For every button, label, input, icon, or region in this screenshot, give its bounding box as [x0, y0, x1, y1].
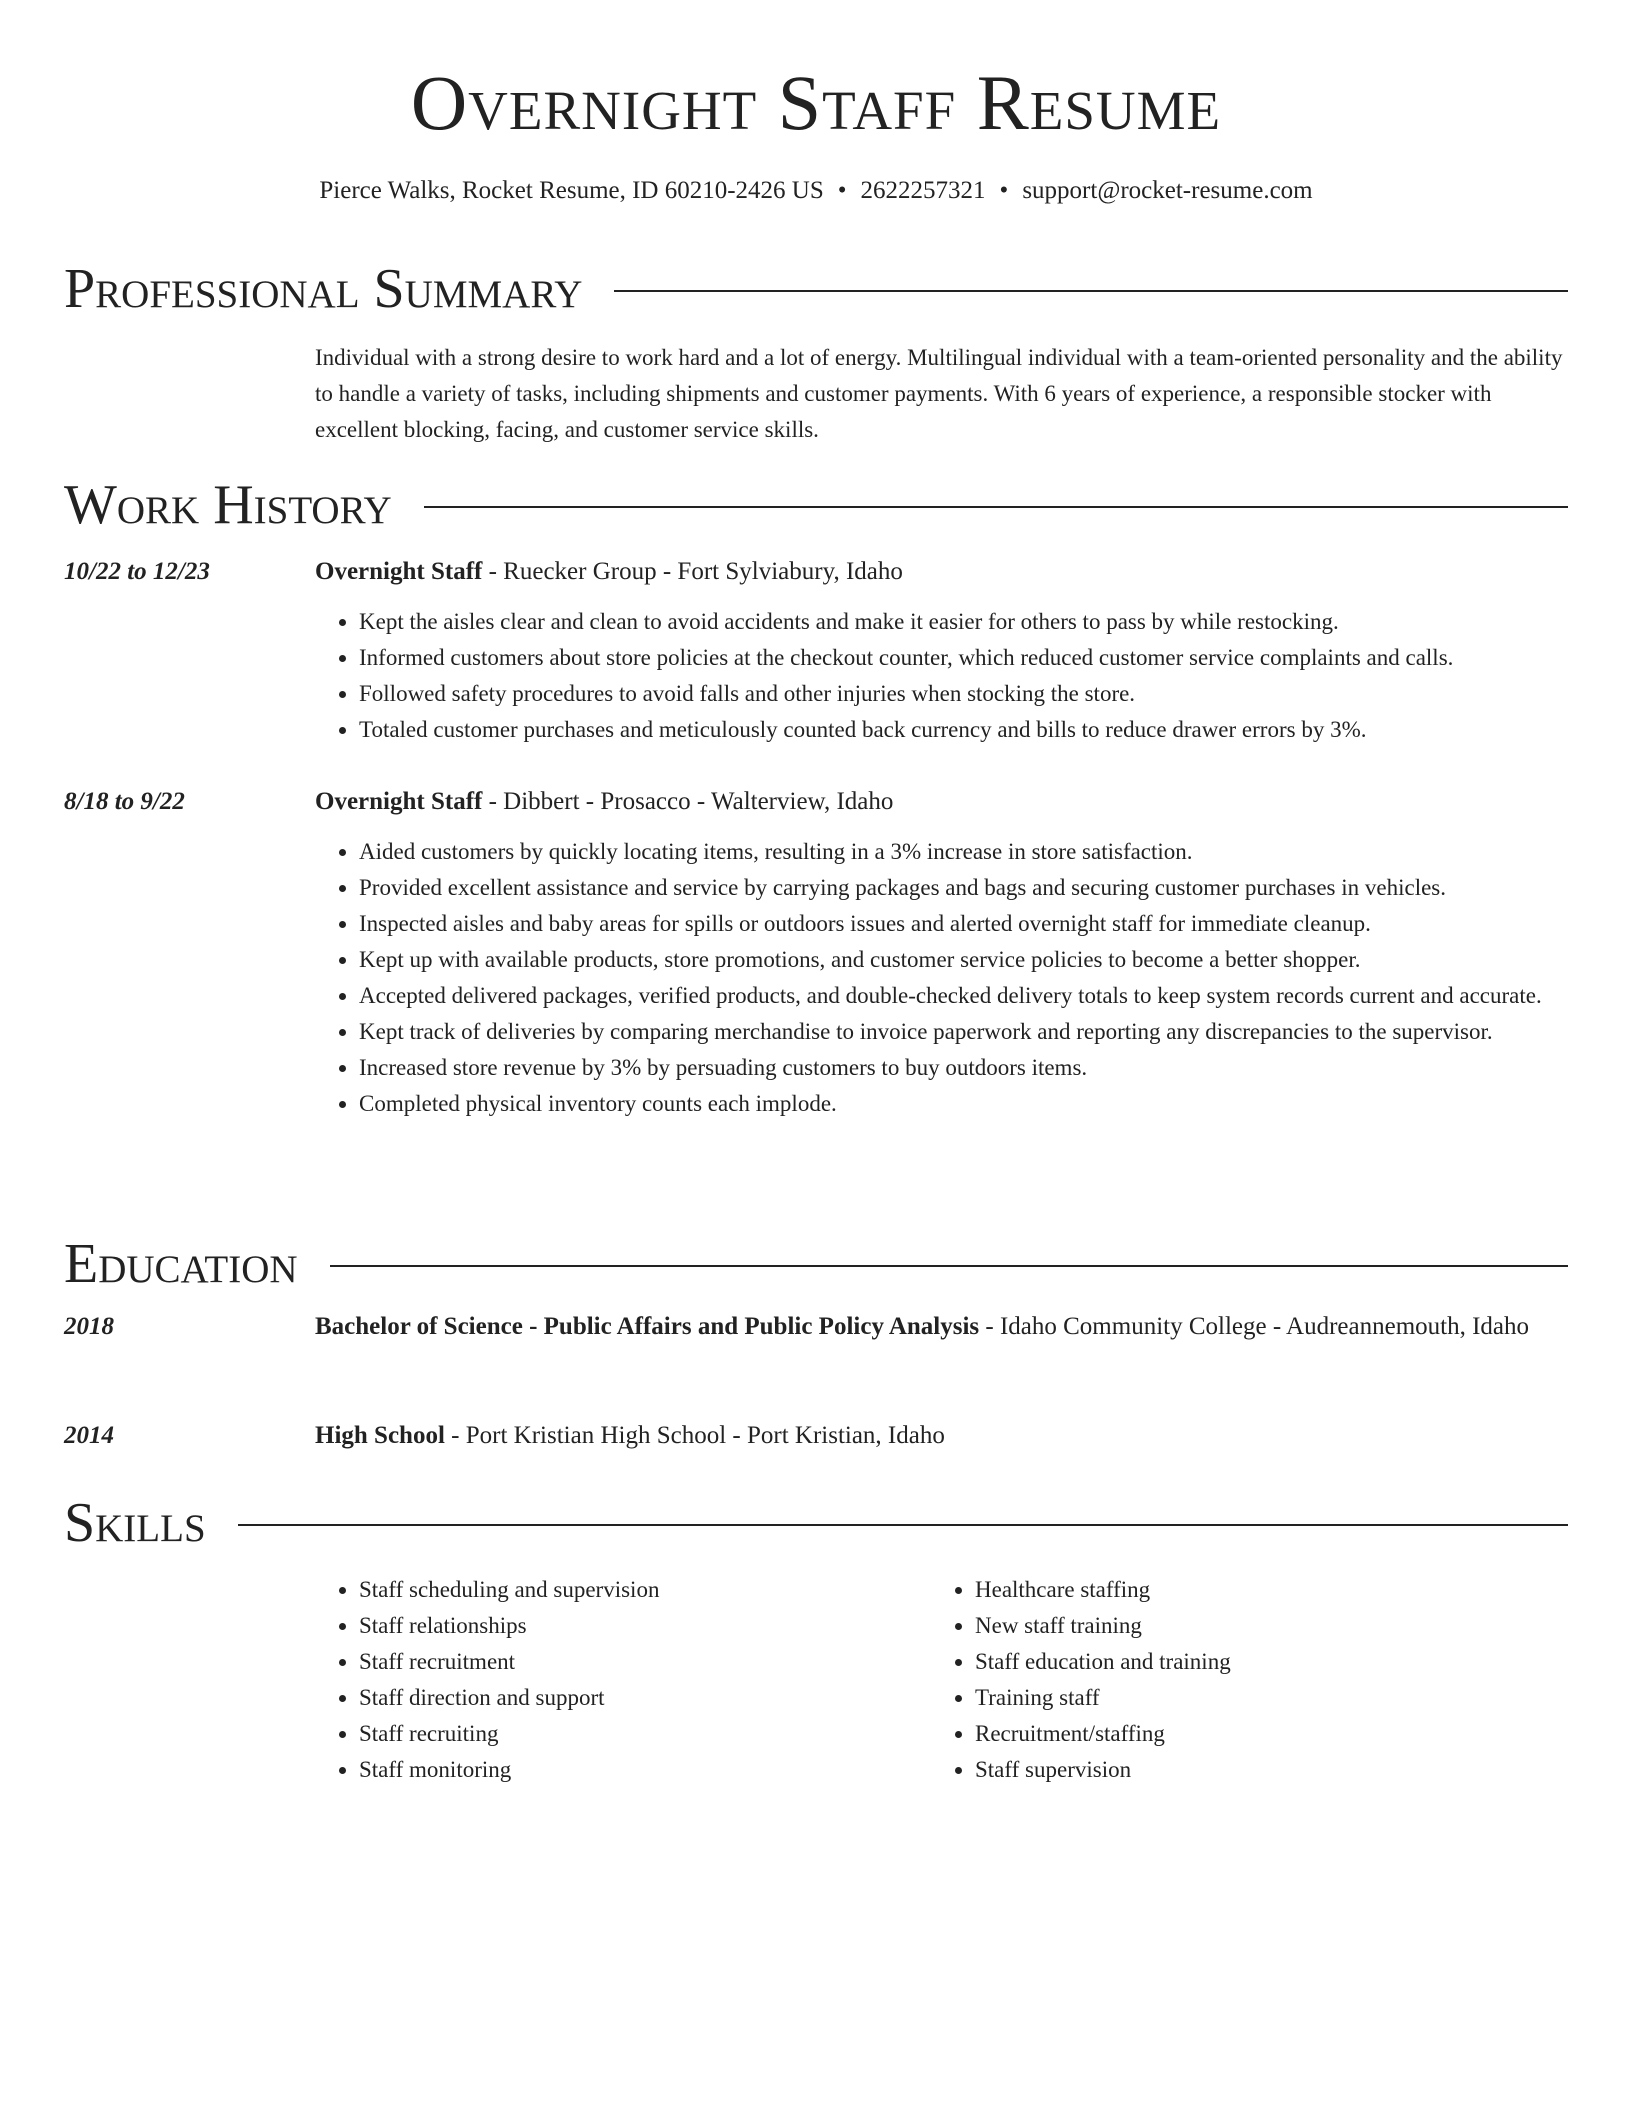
education-details: - Idaho Community College - Audreannemouth, Idaho: [979, 1313, 1530, 1340]
education-year: 2014: [64, 1422, 114, 1449]
skill-item: • Staff education and training: [975, 1644, 1547, 1680]
list-item: • Increased store revenue by 3% by persuading customers to buy outdoors items.: [359, 1050, 1568, 1086]
resume-title: Overnight Staff Resume: [410, 59, 1222, 146]
job-bullets: [315, 604, 1568, 748]
education-year: 2018: [64, 1313, 114, 1340]
section-divider: [424, 506, 1568, 508]
job-dates: 8/18 to 9/22: [64, 788, 185, 815]
education-section-header: [64, 1233, 1568, 1295]
education-degree: High School: [315, 1422, 445, 1449]
skill-item: • New staff training: [975, 1608, 1547, 1644]
summary-heading: Professional Summary: [64, 258, 583, 320]
job-entry: [64, 552, 1568, 748]
list-item: • Followed safety procedures to avoid falls and other injuries when stocking the store.: [359, 676, 1568, 712]
work-section-header: [64, 474, 1568, 536]
education-entry: [64, 1416, 1568, 1456]
list-item: • Aided customers by quickly locating items, resulting in a 3% increase in store satisfaction.: [359, 834, 1568, 870]
list-item: • Informed customers about store policies at the checkout counter, which reduced customer service complaints and calls.: [359, 640, 1568, 676]
list-item: • Provided excellent assistance and service by carrying packages and bags and securing customer purchases in vehicles.: [359, 870, 1568, 906]
skills-column-right: [931, 1572, 1547, 1788]
education-header: [315, 1416, 1568, 1456]
section-divider: [614, 290, 1568, 292]
list-item: • Completed physical inventory counts each implode.: [359, 1086, 1568, 1122]
list-item: • Kept track of deliveries by comparing merchandise to invoice paperwork and reporting any discrepancies to the supervisor.: [359, 1014, 1568, 1050]
skill-item: • Staff monitoring: [359, 1752, 931, 1788]
skill-item: • Staff recruitment: [359, 1644, 931, 1680]
list-item: • Kept the aisles clear and clean to avoid accidents and make it easier for others to pass by while restocking.: [359, 604, 1568, 640]
job-body: [315, 552, 1568, 748]
job-header: [315, 552, 1568, 592]
skill-item: • Staff supervision: [975, 1752, 1547, 1788]
skills-column-left: [315, 1572, 931, 1788]
education-body: [315, 1307, 1568, 1347]
section-divider: [330, 1265, 1568, 1267]
skill-item: • Staff recruiting: [359, 1716, 931, 1752]
contact-line: [0, 175, 1632, 207]
skill-item: • Recruitment/staffing: [975, 1716, 1547, 1752]
list-item: • Totaled customer purchases and meticulously counted back currency and bills to reduce drawer errors by 3%.: [359, 712, 1568, 748]
education-details: - Port Kristian High School - Port Kristian, Idaho: [444, 1422, 945, 1449]
job-bullets: [315, 834, 1568, 1122]
skill-item: • Healthcare staffing: [975, 1572, 1547, 1608]
contact-phone: 2622257321: [860, 177, 986, 204]
job-title: Overnight Staff: [315, 558, 483, 585]
contact-separator: •: [837, 177, 847, 204]
job-details: - Dibbert - Prosacco - Walterview, Idaho: [482, 788, 894, 815]
education-entry: [64, 1307, 1568, 1347]
job-dates: 10/22 to 12/23: [64, 558, 210, 585]
skill-item: • Training staff: [975, 1680, 1547, 1716]
section-divider: [238, 1524, 1568, 1526]
job-entry: [64, 782, 1568, 1122]
skill-item: • Staff direction and support: [359, 1680, 931, 1716]
skills-section-header: [64, 1492, 1568, 1554]
skill-item: • Staff relationships: [359, 1608, 931, 1644]
summary-section-header: [64, 258, 1568, 320]
skills-list: [315, 1572, 1570, 1788]
skill-item: • Staff scheduling and supervision: [359, 1572, 931, 1608]
education-heading: Education: [64, 1233, 298, 1295]
education-degree: Bachelor of Science - Public Affairs and Public Policy Analysis: [315, 1313, 980, 1340]
work-heading: Work History: [64, 474, 392, 536]
education-header: [315, 1307, 1568, 1347]
job-details: - Ruecker Group - Fort Sylviabury, Idaho: [482, 558, 903, 585]
list-item: • Accepted delivered packages, verified products, and double-checked delivery totals to keep system records current and accurate.: [359, 978, 1568, 1014]
education-body: [315, 1416, 1568, 1456]
skills-heading: Skills: [64, 1492, 206, 1554]
job-body: [315, 782, 1568, 1122]
list-item: • Inspected aisles and baby areas for spills or outdoors issues and alerted overnight staff for immediate cleanup.: [359, 906, 1568, 942]
job-title: Overnight Staff: [315, 788, 483, 815]
contact-email: support@rocket-resume.com: [1022, 177, 1313, 204]
list-item: • Kept up with available products, store promotions, and customer service policies to become a better shopper.: [359, 942, 1568, 978]
contact-address: Pierce Walks, Rocket Resume, ID 60210-2426 US: [319, 177, 824, 204]
summary-text: Individual with a strong desire to work hard and a lot of energy. Multilingual individual with a team-oriented personality and the ability to handle a variety of tasks, including shipments and customer payments. With 6 years of experience, a responsible stocker with excellent blocking, facing, and customer service skills.: [315, 345, 1563, 442]
job-header: [315, 782, 1568, 822]
contact-separator: •: [999, 177, 1009, 204]
